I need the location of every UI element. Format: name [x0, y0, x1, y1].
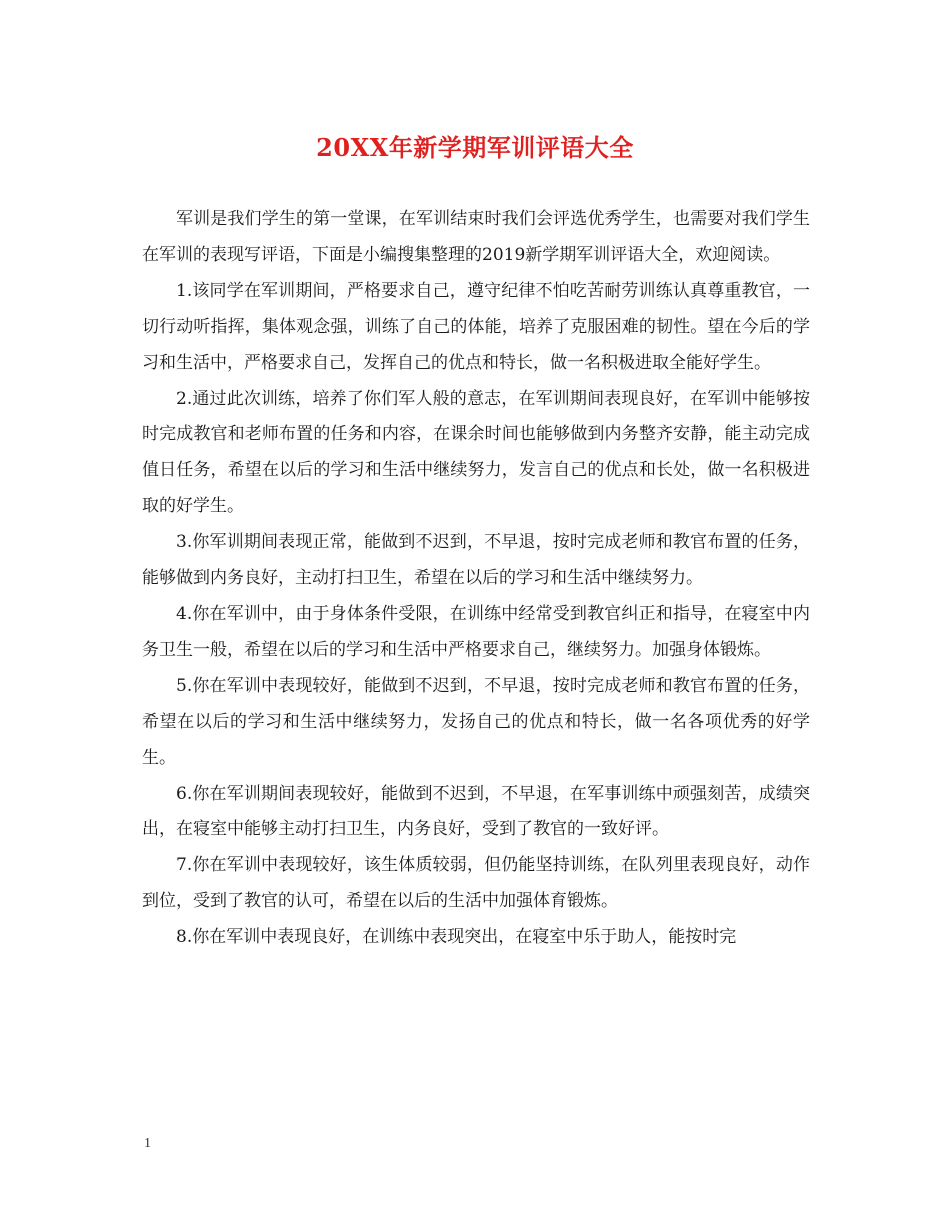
comment-paragraph-4: 4.你在军训中，由于身体条件受限，在训练中经常受到教官纠正和指导，在寝室中内务卫生一般，希望在以后的学习和生活中严格要求自己，继续努力。加强身体锻炼。 — [142, 603, 810, 660]
page-number: 1 — [144, 1136, 151, 1151]
comment-paragraph-6: 6.你在军训期间表现较好，能做到不迟到，不早退，在军事训练中顽强刻苦，成绩突出，在寝室中能够主动打扫卫生，内务良好，受到了教官的一致好评。 — [142, 783, 810, 840]
comment-paragraph-7: 7.你在军训中表现较好，该生体质较弱，但仍能坚持训练，在队列里表现良好，动作到位，受到了教官的认可，希望在以后的生活中加强体育锻炼。 — [142, 855, 810, 912]
document-title: 20XX年新学期军训评语大全 — [316, 133, 634, 162]
comment-paragraph-5: 5.你在军训中表现较好，能做到不迟到，不早退，按时完成老师和教官布置的任务，希望在以后的学习和生活中继续努力，发扬自己的优点和特长，做一名各项优秀的好学生。 — [142, 675, 810, 768]
comment-paragraph-2: 2.通过此次训练，培养了你们军人般的意志，在军训期间表现良好，在军训中能够按时完成教官和老师布置的任务和内容，在课余时间也能够做到内务整齐安静，能主动完成值日任务，希望在以后的学习和生活中继续努力，发言自己的优点和长处，做一名积极进取的好学生。 — [142, 388, 810, 517]
comment-paragraph-8: 8.你在军训中表现良好，在训练中表现突出，在寝室中乐于助人，能按时完 — [176, 927, 737, 948]
document-body — [142, 202, 810, 956]
comment-paragraph-1: 1.该同学在军训期间，严格要求自己，遵守纪律不怕吃苦耐劳训练认真尊重教官，一切行动听指挥，集体观念强，训练了自己的体能，培养了克服困难的韧性。望在今后的学习和生活中，严格要求自己，发挥自己的优点和特长，做一名积极进取全能好学生。 — [142, 280, 810, 373]
intro-paragraph: 军训是我们学生的第一堂课，在军训结束时我们会评选优秀学生，也需要对我们学生在军训的表现写评语，下面是小编搜集整理的2019新学期军训评语大全，欢迎阅读。 — [142, 209, 810, 265]
comment-paragraph-3: 3.你军训期间表现正常，能做到不迟到，不早退，按时完成老师和教官布置的任务，能够做到内务良好，主动打扫卫生，希望在以后的学习和生活中继续努力。 — [142, 532, 810, 589]
